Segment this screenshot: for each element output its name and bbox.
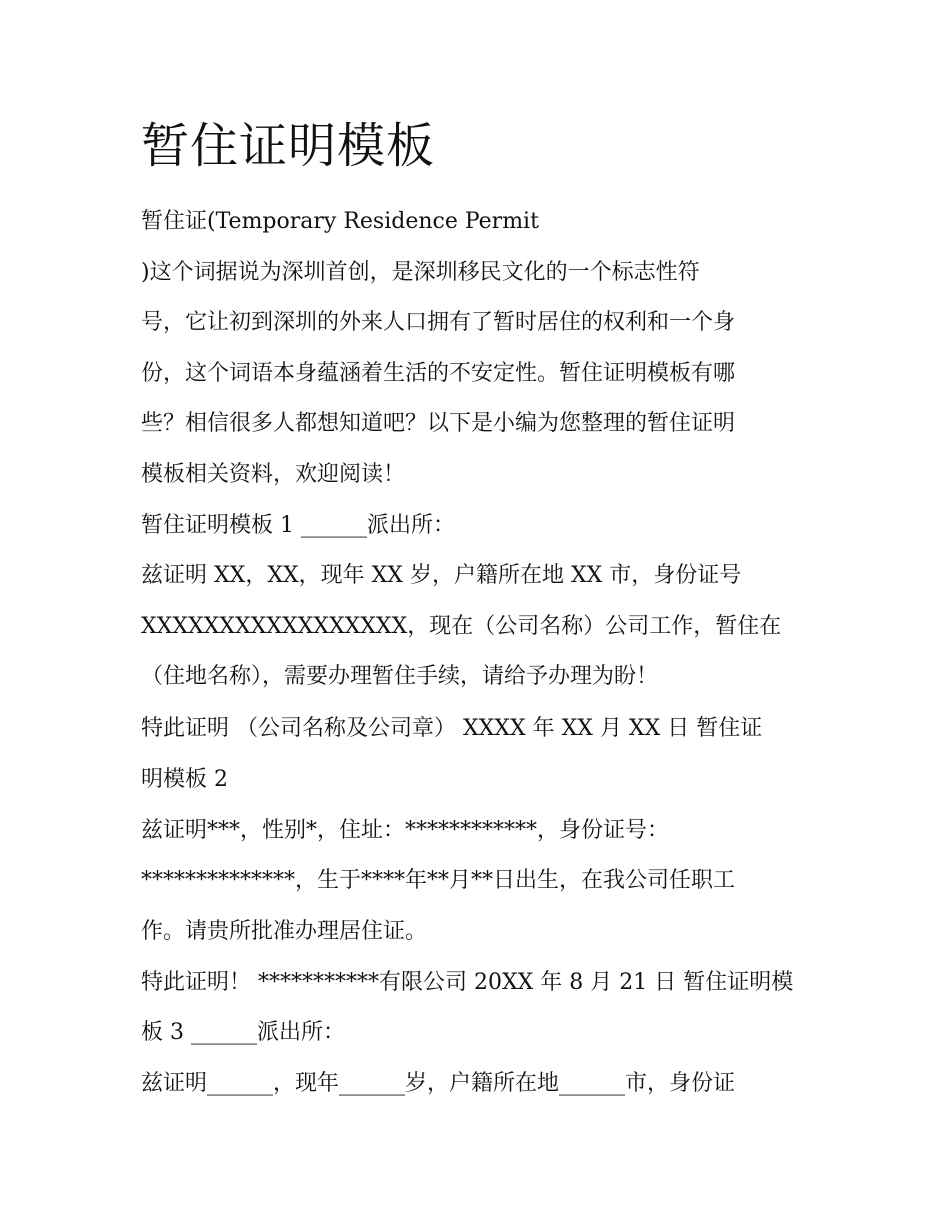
text-line-14: **************，生于****年**月**日出生，在我公司任职工	[141, 868, 736, 893]
text-line-16: 特此证明！ ***********有限公司 20XX 年 8 月 21 日 暂住证明模	[141, 970, 794, 995]
text-line-5: 些？相信很多人都想知道吧？以下是小编为您整理的暂住证明	[141, 411, 736, 436]
text-line-1: 暂住证(Temporary Residence Permit	[141, 209, 539, 234]
text-line-9: XXXXXXXXXXXXXXXXX，现在（公司名称）公司工作，暂住在	[141, 614, 782, 639]
text-line-11: 特此证明 （公司名称及公司章） XXXX 年 XX 月 XX 日 暂住证	[141, 716, 763, 741]
text-line-3: 号，它让初到深圳的外来人口拥有了暂时居住的权利和一个身	[141, 310, 736, 335]
text-line-4: 份，这个词语本身蕴涵着生活的不安定性。暂住证明模板有哪	[141, 361, 736, 386]
text-line-6: 模板相关资料，欢迎阅读！	[141, 462, 406, 487]
text-line-18: 兹证明______，现年______岁，户籍所在地______市，身份证	[141, 1071, 736, 1096]
text-line-15: 作。请贵所批准办理居住证。	[141, 919, 428, 944]
text-line-13: 兹证明***，性别*，住址：************，身份证号：	[141, 818, 670, 843]
document-title: 暂住证明模板	[141, 118, 436, 174]
text-line-17: 板 3 ______派出所：	[141, 1020, 345, 1045]
text-line-8: 兹证明 XX，XX，现年 XX 岁，户籍所在地 XX 市，身份证号	[141, 563, 742, 588]
text-line-12: 明模板 2	[141, 767, 228, 792]
text-line-7: 暂住证明模板 1 ______派出所：	[141, 513, 455, 538]
text-line-2: )这个词据说为深圳首创，是深圳移民文化的一个标志性符	[141, 260, 700, 285]
text-line-10: （住地名称），需要办理暂住手续，请给予办理为盼！	[141, 664, 659, 689]
